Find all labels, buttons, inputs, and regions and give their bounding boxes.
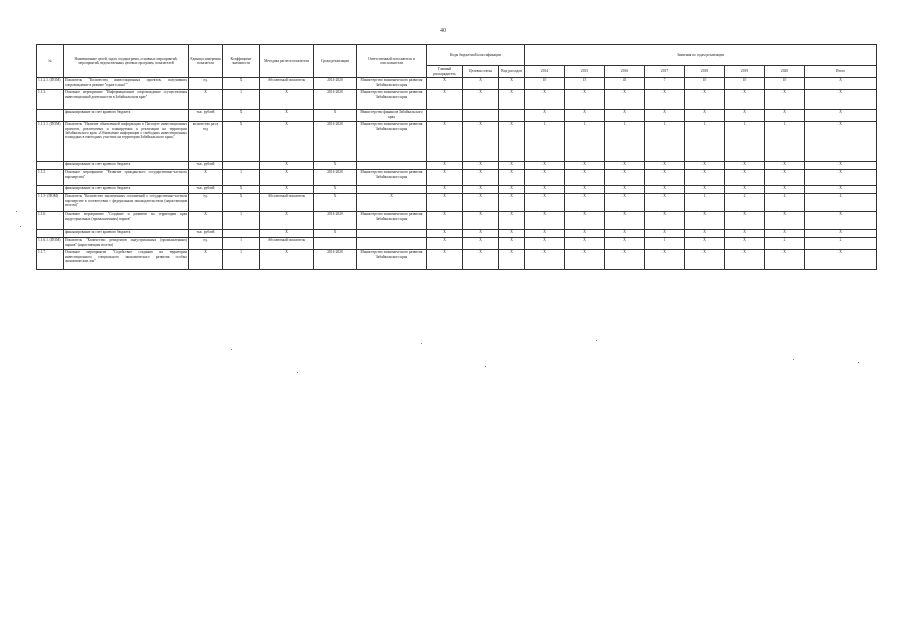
cell-year-2020: 1 — [765, 122, 805, 162]
cell-unit: тыс. рублей — [189, 110, 223, 122]
cell-year-2019: Х — [725, 250, 765, 270]
cell-year-2017: Х — [645, 170, 685, 186]
table-row — [37, 250, 877, 270]
header-year-2020: 2020 — [765, 66, 805, 78]
cell-year-2014: Х — [525, 250, 565, 270]
scan-speck — [793, 359, 794, 360]
cell-budget-type: Х — [499, 170, 525, 186]
table-row — [37, 78, 877, 90]
header-coefficient: Коэффициент значимости — [223, 45, 260, 78]
header-responsible: Ответственный исполнитель и соисполнители — [357, 45, 427, 78]
scan-speck — [20, 226, 21, 227]
cell-year-2018: Х — [685, 212, 725, 230]
cell-year-2017: 1 — [645, 238, 685, 250]
cell-coefficient: Х — [223, 194, 260, 212]
header-year-2014: 2014 — [525, 66, 565, 78]
cell-period: Х — [314, 186, 357, 194]
cell-responsible: Министерство экономического развития Забайкальского края — [357, 78, 427, 90]
page-number: 40 — [440, 28, 446, 34]
cell-year-2016: Х — [605, 194, 645, 212]
cell-method: Х — [260, 170, 314, 186]
cell-budget-article — [463, 110, 499, 122]
cell-method: Х — [260, 162, 314, 170]
cell-budget-main: Х — [427, 212, 463, 230]
cell-coefficient: Х — [223, 122, 260, 162]
program-table — [36, 44, 877, 270]
cell-year-2017: Х — [645, 110, 685, 122]
cell-year-2018: Х — [685, 230, 725, 238]
cell-year-2014: Х — [525, 170, 565, 186]
cell-budget-type: Х — [499, 230, 525, 238]
cell-total: Х — [805, 230, 877, 238]
cell-period: 2014-2020 — [314, 250, 357, 270]
cell-year-2016: Х — [605, 162, 645, 170]
cell-total: Х — [805, 122, 877, 162]
header-year-2017: 2017 — [645, 66, 685, 78]
cell-budget-article: Х — [463, 212, 499, 230]
table-row — [37, 238, 877, 250]
cell-total: Х — [805, 110, 877, 122]
cell-year-2016: 45 — [605, 78, 645, 90]
cell-year-2020: Х — [765, 186, 805, 194]
cell-year-2016: Х — [605, 230, 645, 238]
header-total: Итого — [805, 66, 877, 78]
header-budget-type: Вид расходов — [499, 66, 525, 78]
cell-year-2017: Х — [645, 90, 685, 110]
cell-responsible — [357, 230, 427, 238]
cell-coefficient: Х — [223, 110, 260, 122]
cell-total: Х — [805, 78, 877, 90]
cell-year-2014: Х — [525, 238, 565, 250]
cell-budget-article: Х — [463, 230, 499, 238]
cell-year-2015: Х — [565, 250, 605, 270]
cell-method: Х — [260, 230, 314, 238]
cell-year-2014: Х — [525, 230, 565, 238]
header-year-2016: 2016 — [605, 66, 645, 78]
header-unit: Единица измерения показателя — [189, 45, 223, 78]
cell-responsible: Министерство экономического развития Забайкальского края — [357, 212, 427, 230]
header-budget-group: Коды бюджетной классификации — [427, 45, 525, 66]
cell-year-2015: 1 — [565, 122, 605, 162]
cell-year-2015: Х — [565, 230, 605, 238]
cell-name: финансирование за счет краевого бюджета — [64, 162, 189, 170]
cell-budget-main: Х — [427, 122, 463, 162]
cell-period: 2014-2020 — [314, 78, 357, 90]
cell-method: Х — [260, 110, 314, 122]
cell-unit: количество раз в год — [189, 122, 223, 162]
scan-speck — [16, 211, 17, 212]
cell-coefficient — [223, 162, 260, 170]
table-body — [37, 78, 877, 270]
cell-name: финансирование за счет краевого бюджета — [64, 110, 189, 122]
cell-year-2020: Х — [765, 170, 805, 186]
cell-num: 1.1.5. — [37, 170, 64, 186]
cell-budget-type: Х — [499, 78, 525, 90]
cell-year-2020: Х — [765, 250, 805, 270]
cell-total: Х — [805, 212, 877, 230]
cell-year-2020: Х — [765, 90, 805, 110]
cell-period: 2014-2020 — [314, 212, 357, 230]
cell-name: Основное мероприятие "Информационное сопровождение осуществления инвестиционной деятельности в Забайкальском крае" — [64, 90, 189, 110]
cell-year-2019: Х — [725, 186, 765, 194]
cell-budget-main: Х — [427, 78, 463, 90]
cell-year-2014: Х — [525, 212, 565, 230]
cell-year-2020: 10 — [765, 78, 805, 90]
cell-year-2017: Х — [645, 186, 685, 194]
cell-num — [37, 230, 64, 238]
cell-period — [314, 238, 357, 250]
scan-speck — [858, 362, 859, 363]
cell-year-2018: 1 — [685, 122, 725, 162]
cell-year-2020: 2 — [765, 238, 805, 250]
cell-period: Х — [314, 194, 357, 212]
cell-total: Х — [805, 90, 877, 110]
cell-num: 1.1.5- (ПОМ) — [37, 194, 64, 212]
cell-year-2014: Х — [525, 186, 565, 194]
cell-budget-type: Х — [499, 90, 525, 110]
cell-total: 2 — [805, 238, 877, 250]
cell-year-2019: 10 — [725, 78, 765, 90]
cell-name: Показатель "Количество инвестиционных проектов, получивших сопровождение в режиме "одного окна"" — [64, 78, 189, 90]
cell-year-2018: Х — [685, 162, 725, 170]
cell-budget-type: Х — [499, 238, 525, 250]
scan-speck — [485, 366, 486, 367]
table-row — [37, 186, 877, 194]
cell-year-2019: 2 — [725, 194, 765, 212]
cell-unit: Х — [189, 170, 223, 186]
cell-responsible: Х — [357, 194, 427, 212]
table-row — [37, 90, 877, 110]
cell-unit: тыс. рублей — [189, 230, 223, 238]
cell-year-2019: Х — [725, 212, 765, 230]
cell-responsible — [357, 238, 427, 250]
cell-year-2014: Х — [525, 162, 565, 170]
cell-budget-type: Х — [499, 162, 525, 170]
header-year-2018: 2018 — [685, 66, 725, 78]
cell-year-2015: Х — [565, 212, 605, 230]
header-num: № — [37, 45, 64, 78]
cell-method: Абсолютный показатель — [260, 78, 314, 90]
cell-total: Х — [805, 170, 877, 186]
cell-year-2018: Х — [685, 238, 725, 250]
cell-year-2016: Х — [605, 90, 645, 110]
cell-year-2014: Х — [525, 194, 565, 212]
cell-year-2019: Х — [725, 238, 765, 250]
cell-year-2017: Х — [645, 212, 685, 230]
cell-name: Показатель "Количество резидентов индустриальных (промышленных) парков" (нарастающим итогом) — [64, 238, 189, 250]
cell-year-2017: 7 — [645, 78, 685, 90]
cell-budget-main: Х — [427, 170, 463, 186]
scan-speck — [596, 340, 597, 341]
cell-year-2019: Х — [725, 110, 765, 122]
cell-coefficient: 1 — [223, 90, 260, 110]
cell-year-2018: Х — [685, 170, 725, 186]
table-row — [37, 212, 877, 230]
cell-unit: Х — [189, 90, 223, 110]
cell-name: Основное мероприятие "Содействие созданию на территории инвестиционного специального экономического развития особых экономических зон" — [64, 250, 189, 270]
cell-method: Х — [260, 186, 314, 194]
cell-responsible — [357, 162, 427, 170]
cell-budget-type: Х — [499, 122, 525, 162]
cell-responsible: Министерство финансов Забайкальского края — [357, 110, 427, 122]
cell-budget-article: Х — [463, 170, 499, 186]
cell-period: 2014-2020 — [314, 90, 357, 110]
cell-total: Х — [805, 250, 877, 270]
cell-method: Х — [260, 122, 314, 162]
cell-responsible: Министерство экономического развития Забайкальского края — [357, 250, 427, 270]
cell-year-2016: Х — [605, 250, 645, 270]
cell-unit: тыс. рублей — [189, 186, 223, 194]
cell-year-2018: Х — [685, 250, 725, 270]
header-budget-article: Целевая статья — [463, 66, 499, 78]
header-period: Сроки реализации — [314, 45, 357, 78]
cell-num — [37, 162, 64, 170]
cell-budget-type: Х — [499, 186, 525, 194]
cell-name: финансирование за счет краевого бюджета — [64, 186, 189, 194]
cell-period: Х — [314, 230, 357, 238]
cell-num — [37, 110, 64, 122]
cell-year-2020: Х — [765, 230, 805, 238]
header-year-2019: 2019 — [725, 66, 765, 78]
cell-unit: Х — [189, 212, 223, 230]
table-row — [37, 110, 877, 122]
cell-year-2015: Х — [565, 110, 605, 122]
cell-total: 4 — [805, 194, 877, 212]
cell-year-2016: Х — [605, 110, 645, 122]
cell-year-2016: Х — [605, 212, 645, 230]
cell-method: Х — [260, 90, 314, 110]
cell-budget-article: Х — [463, 122, 499, 162]
cell-name: финансирование за счет краевого бюджета — [64, 230, 189, 238]
cell-year-2020: 4 — [765, 194, 805, 212]
cell-year-2015: Х — [565, 194, 605, 212]
cell-budget-main: Х — [427, 162, 463, 170]
cell-method: Абсолютный показатель — [260, 194, 314, 212]
cell-budget-article: Х — [463, 90, 499, 110]
table-row — [37, 170, 877, 186]
cell-method: Х — [260, 250, 314, 270]
cell-name: Показатель "Наличие обновленной информации в Паспорте инвестиционных проектов, реализуемых и планируемых к реализации на территории Забайкальского края. «Обновление информации о свободных инвестиционных площадках в ежегодных участиях на территории Забайкальского края»" — [64, 122, 189, 162]
table-row — [37, 194, 877, 212]
cell-budget-article: Х — [463, 186, 499, 194]
cell-year-2017: 1 — [645, 122, 685, 162]
table-row — [37, 230, 877, 238]
cell-year-2014: Х — [525, 90, 565, 110]
header-budget-main: Главный распорядитель — [427, 66, 463, 78]
cell-year-2018: Х — [685, 90, 725, 110]
cell-name: Основное мероприятие "Создание и развитие на территории края индустриальных (промышленных) парков" — [64, 212, 189, 230]
scan-speck — [231, 349, 232, 350]
cell-year-2016: Х — [605, 238, 645, 250]
cell-unit: тыс. рублей — [189, 162, 223, 170]
cell-year-2018: 1 — [685, 194, 725, 212]
cell-coefficient: Х — [223, 186, 260, 194]
cell-total: Х — [805, 186, 877, 194]
cell-year-2016: Х — [605, 170, 645, 186]
cell-unit: Х — [189, 250, 223, 270]
cell-budget-article: Х — [463, 78, 499, 90]
cell-budget-article: Х — [463, 194, 499, 212]
cell-budget-main: Х — [427, 90, 463, 110]
header-name: Наименование целей, задач, подпрограмм, основных мероприятий, мероприятий, ведомственных целевых программ, показателей — [64, 45, 189, 78]
cell-budget-article: Х — [463, 250, 499, 270]
cell-unit: ед. — [189, 238, 223, 250]
table-row — [37, 122, 877, 162]
cell-period: 2014-2020 — [314, 170, 357, 186]
cell-year-2019: Х — [725, 90, 765, 110]
cell-budget-main: Х — [427, 238, 463, 250]
cell-budget-article: Х — [463, 162, 499, 170]
cell-unit: ед. — [189, 78, 223, 90]
header-years-group: Значения по годам реализации — [525, 45, 877, 66]
cell-period: Х — [314, 162, 357, 170]
cell-unit: ед. — [189, 194, 223, 212]
cell-period: Х — [314, 110, 357, 122]
cell-year-2019: Х — [725, 230, 765, 238]
cell-coefficient: 1 — [223, 212, 260, 230]
table-row — [37, 162, 877, 170]
cell-year-2019: 1 — [725, 122, 765, 162]
header-method: Методика расчета показателя — [260, 45, 314, 78]
cell-year-2020: Х — [765, 212, 805, 230]
cell-responsible: Министерство экономического развития Забайкальского края — [357, 170, 427, 186]
scan-speck — [421, 343, 422, 344]
cell-year-2018: Х — [685, 186, 725, 194]
cell-budget-main: Х — [427, 230, 463, 238]
cell-num — [37, 186, 64, 194]
cell-budget-type: Х — [499, 194, 525, 212]
cell-year-2017: Х — [645, 162, 685, 170]
cell-year-2020: Х — [765, 110, 805, 122]
cell-budget-main: Х — [427, 194, 463, 212]
cell-coefficient: Х — [223, 78, 260, 90]
cell-num: 1.1.7. — [37, 250, 64, 270]
cell-year-2014: 1 — [525, 122, 565, 162]
cell-responsible: Министерство экономического развития Забайкальского края — [357, 90, 427, 110]
cell-num: 1.1.3. — [37, 90, 64, 110]
scan-speck — [297, 372, 298, 373]
cell-method: Абсолютный показатель — [260, 238, 314, 250]
cell-year-2018: 10 — [685, 78, 725, 90]
cell-year-2019: Х — [725, 170, 765, 186]
cell-year-2015: Х — [565, 170, 605, 186]
cell-coefficient — [223, 230, 260, 238]
cell-num: 1.1.6.1. (ПОМ) — [37, 238, 64, 250]
cell-budget-type — [499, 110, 525, 122]
cell-year-2015: Х — [565, 186, 605, 194]
header-year-2015: 2015 — [565, 66, 605, 78]
cell-year-2015: Х — [565, 238, 605, 250]
cell-budget-article: Х — [463, 238, 499, 250]
cell-period: 2014-2020 — [314, 122, 357, 162]
cell-budget-type: Х — [499, 212, 525, 230]
cell-method: Х — [260, 212, 314, 230]
cell-name: Показатель "Количество заключенных соглашений о государственно-частном партнерстве в соответствии с федеральным законодательством (нарастающим итогом)" — [64, 194, 189, 212]
cell-budget-type: Х — [499, 250, 525, 270]
cell-budget-main — [427, 110, 463, 122]
cell-year-2015: 15 — [565, 78, 605, 90]
cell-year-2015: Х — [565, 162, 605, 170]
cell-num: 1.1.3.1. (ПОМ) — [37, 122, 64, 162]
cell-name: Основное мероприятие "Развитие гражданского государственно-частного партнерства" — [64, 170, 189, 186]
cell-year-2020: Х — [765, 162, 805, 170]
cell-coefficient: 1 — [223, 170, 260, 186]
cell-year-2017: Х — [645, 250, 685, 270]
cell-total: Х — [805, 162, 877, 170]
cell-year-2014: 10 — [525, 78, 565, 90]
cell-year-2018: Х — [685, 110, 725, 122]
cell-responsible — [357, 186, 427, 194]
cell-num: 1.1.6. — [37, 212, 64, 230]
cell-responsible: Министерство экономического развития Забайкальского края — [357, 122, 427, 162]
cell-year-2016: 1 — [605, 122, 645, 162]
cell-year-2017: Х — [645, 194, 685, 212]
cell-coefficient: 1 — [223, 250, 260, 270]
cell-year-2015: Х — [565, 90, 605, 110]
cell-coefficient: 1 — [223, 238, 260, 250]
cell-num: 1.1.2.1. (ПОМ) — [37, 78, 64, 90]
cell-year-2016: Х — [605, 186, 645, 194]
cell-year-2014: Х — [525, 110, 565, 122]
cell-budget-main: Х — [427, 186, 463, 194]
cell-budget-main: Х — [427, 250, 463, 270]
cell-year-2017: Х — [645, 230, 685, 238]
cell-year-2019: Х — [725, 162, 765, 170]
